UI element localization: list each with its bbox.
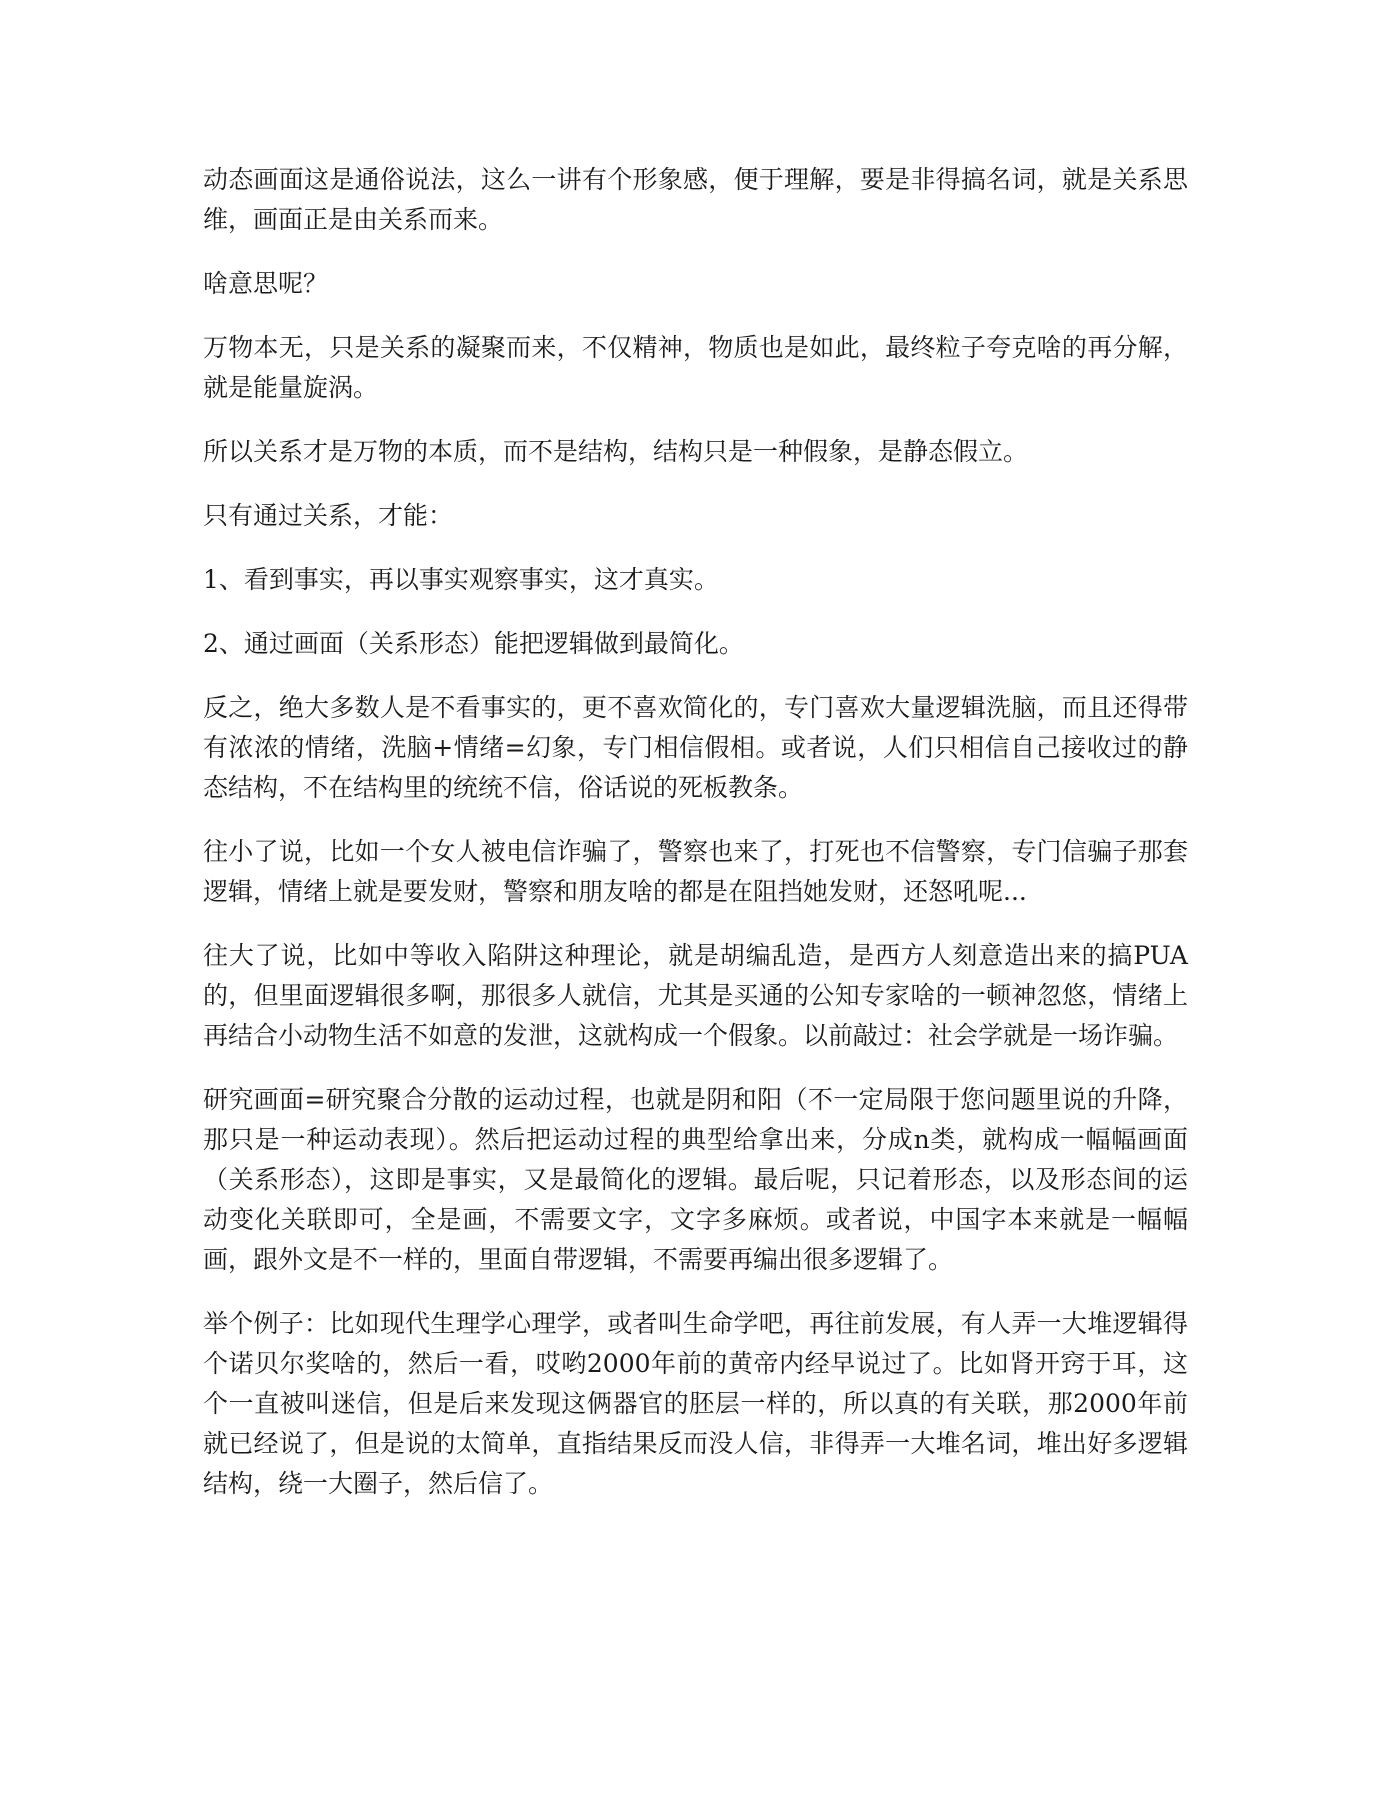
paragraph-2: 啥意思呢？ (203, 269, 329, 298)
document-body (203, 160, 1188, 1528)
paragraph-1: 动态画面这是通俗说法，这么一讲有个形象感，便于理解，要是非得搞名词，就是关系思维，画面正是由关系而来。 (203, 165, 1188, 234)
paragraph-9: 研究画面=研究聚合分散的运动过程，也就是阴和阳（不一定局限于您问题里说的升降，那只是一种运动表现）。然后把运动过程的典型给拿出来，分成n类，就构成一幅幅画面（关系形态），这即是事实，又是最简化的逻辑。最后呢，只记着形态，以及形态间的运动变化关联即可，全是画，不需要文字，文字多麻烦。或者说，中国字本来就是一幅幅画，跟外文是不一样的，里面自带逻辑，不需要再编出很多逻辑了。 (203, 1085, 1188, 1274)
paragraph-4: 所以关系才是万物的本质，而不是结构，结构只是一种假象，是静态假立。 (203, 437, 1029, 466)
paragraph-7: 往小了说，比如一个女人被电信诈骗了，警察也来了，打死也不信警察，专门信骗子那套逻辑，情绪上就是要发财，警察和朋友啥的都是在阻挡她发财，还怒吼呢... (203, 837, 1188, 906)
paragraph-8: 往大了说，比如中等收入陷阱这种理论，就是胡编乱造，是西方人刻意造出来的搞PUA的，但里面逻辑很多啊，那很多人就信，尤其是买通的公知专家啥的一顿神忽悠，情绪上再结合小动物生活不如意的发泄，这就构成一个假象。以前敲过：社会学就是一场诈骗。 (203, 941, 1188, 1050)
paragraph-10: 举个例子：比如现代生理学心理学，或者叫生命学吧，再往前发展，有人弄一大堆逻辑得个诺贝尔奖啥的，然后一看，哎哟2000年前的黄帝内经早说过了。比如肾开窍于耳，这个一直被叫迷信，但是后来发现这俩器官的胚层一样的，所以真的有关联，那2000年前就已经说了，但是说的太简单，直指结果反而没人信，非得弄一大堆名词，堆出好多逻辑结构，绕一大圈子，然后信了。 (203, 1309, 1188, 1498)
paragraph-3: 万物本无，只是关系的凝聚而来，不仅精神，物质也是如此，最终粒子夸克啥的再分解，就是能量旋涡。 (203, 333, 1188, 402)
paragraph-6: 反之，绝大多数人是不看事实的，更不喜欢简化的，专门喜欢大量逻辑洗脑，而且还得带有浓浓的情绪，洗脑+情绪=幻象，专门相信假相。或者说，人们只相信自己接收过的静态结构，不在结构里的统统不信，俗话说的死板教条。 (203, 693, 1188, 802)
list-item-2: 2、通过画面（关系形态）能把逻辑做到最简化。 (203, 629, 744, 658)
paragraph-5: 只有通过关系，才能： (203, 501, 454, 530)
list-item-1: 1、看到事实，再以事实观察事实，这才真实。 (203, 565, 719, 594)
